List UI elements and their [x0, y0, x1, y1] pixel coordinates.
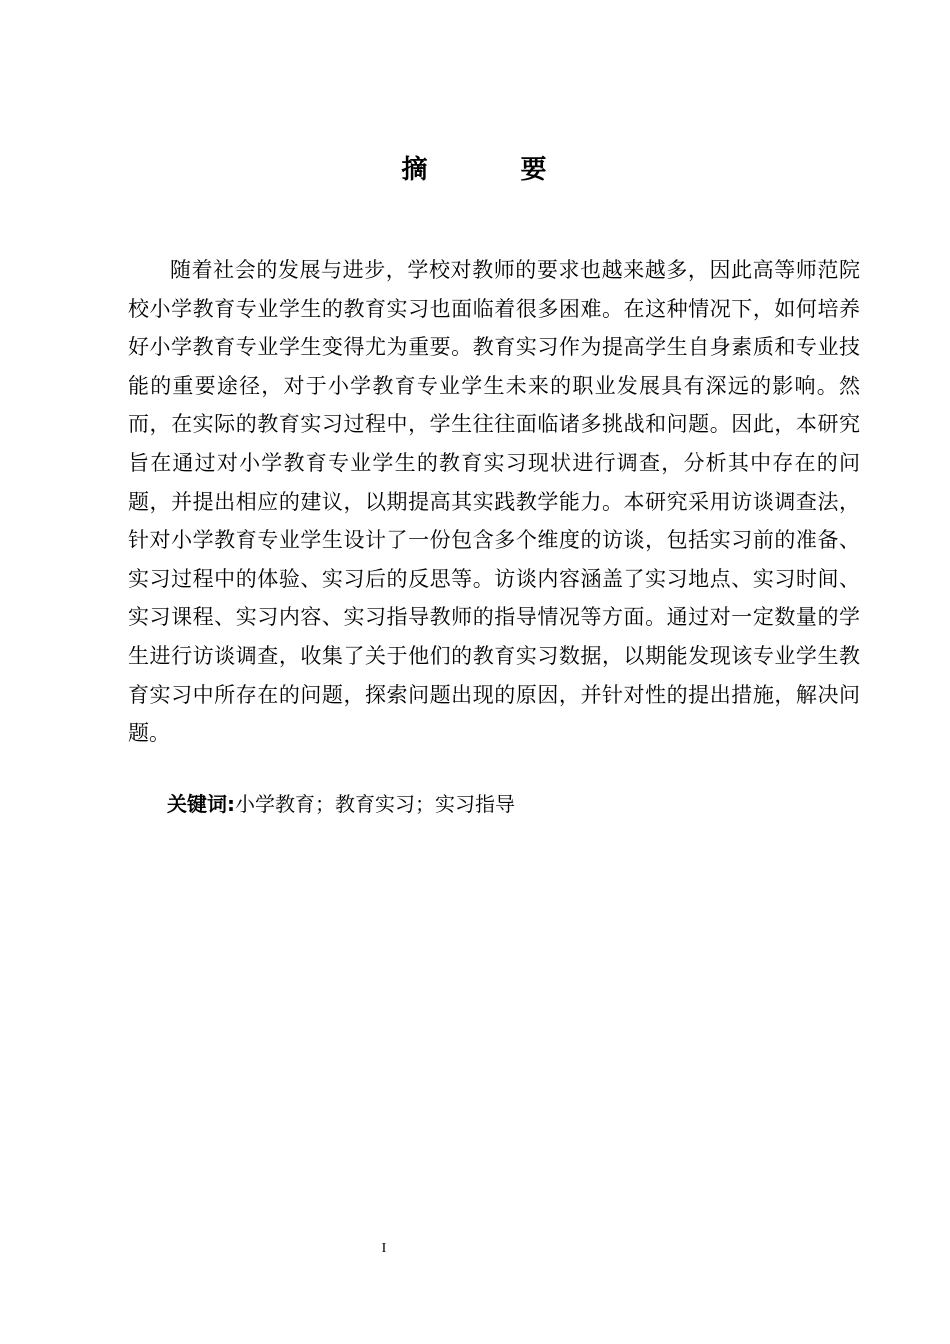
keywords-value: 小学教育；教育实习；实习指导 — [235, 792, 515, 816]
keywords-line — [167, 786, 857, 822]
keywords-label: 关键词: — [167, 792, 235, 816]
page-number: I — [381, 1241, 387, 1256]
abstract-paragraph: 随着社会的发展与进步，学校对教师的要求也越来越多，因此高等师范院校小学教育专业学生的教育实习也面临着很多困难。在这种情况下，如何培养好小学教育专业学生变得尤为重要。教育实习作为提高学生自身素质和专业技能的重要途径，对于小学教育专业学生未来的职业发展具有深远的影响。然而，在实际的教育实习过程中，学生往往面临诸多挑战和问题。因此，本研究旨在通过对小学教育专业学生的教育实习现状进行调查，分析其中存在的问题，并提出相应的建议，以期提高其实践教学能力。本研究采用访谈调查法，针对小学教育专业学生设计了一份包含多个维度的访谈，包括实习前的准备、实习过程中的体验、实习后的反思等。访谈内容涵盖了实习地点、实习时间、实习课程、实习内容、实习指导教师的指导情况等方面。通过对一定数量的学生进行访谈调查，收集了关于他们的教育实习数据，以期能发现该专业学生教育实习中所存在的问题，探索问题出现的原因，并针对性的提出措施，解决问题。 — [128, 258, 860, 746]
abstract-title: 摘 要 — [401, 155, 589, 185]
